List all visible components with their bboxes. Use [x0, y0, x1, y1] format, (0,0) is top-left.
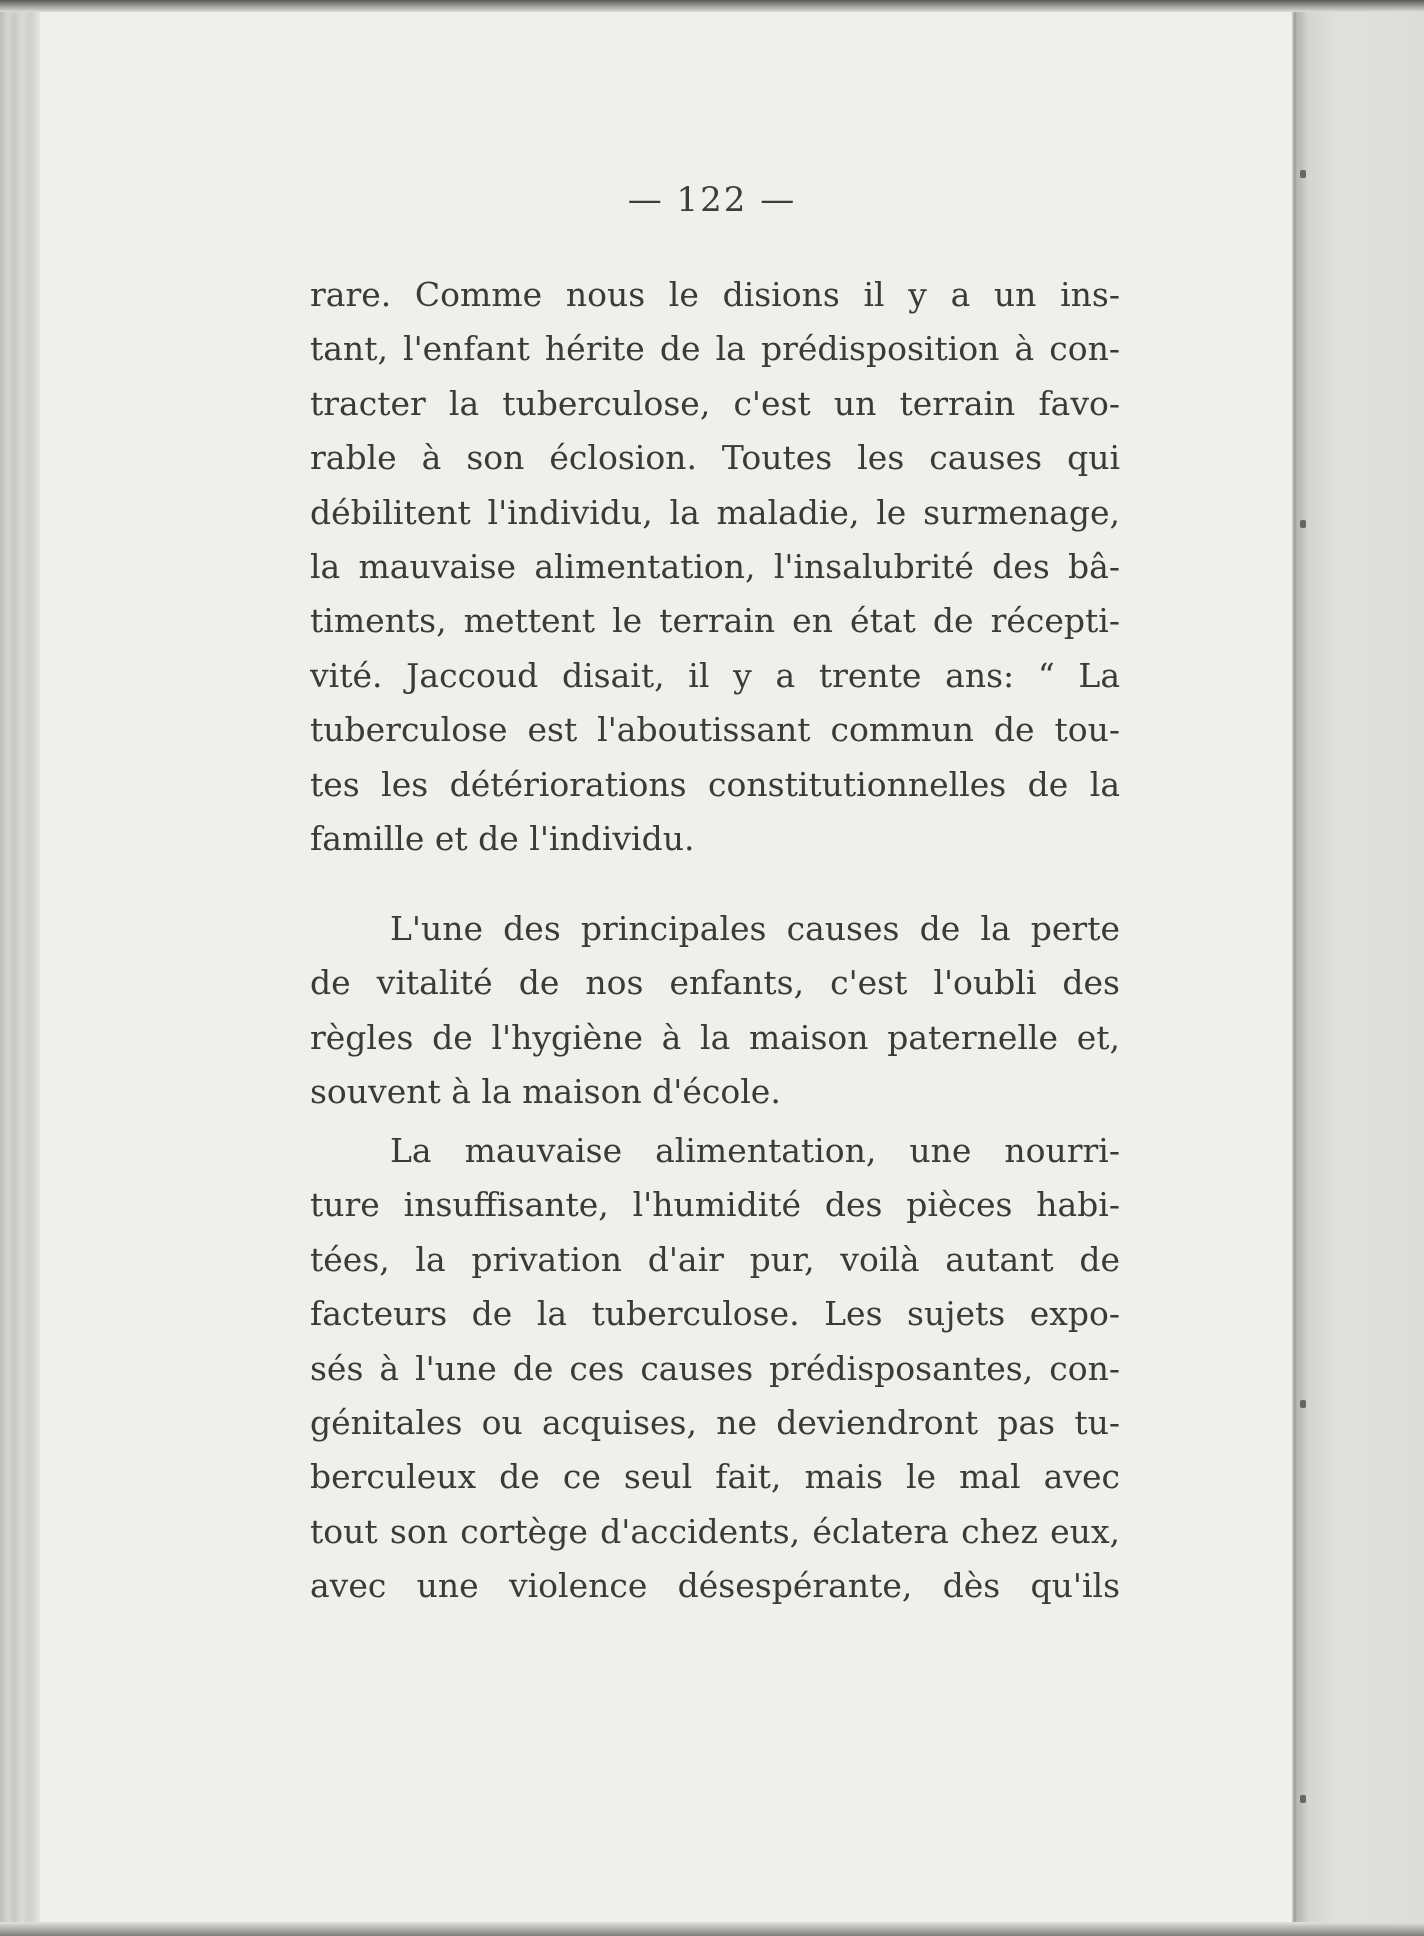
gutter-mark [1300, 1795, 1306, 1803]
paragraph [310, 268, 1120, 866]
text-line: famille et de l'individu. [310, 818, 695, 858]
text-line: facteurs de la tuberculose. Les sujets expo- [310, 1294, 1120, 1334]
text-line: berculeux de ce seul fait, mais le mal avec [310, 1457, 1120, 1497]
paragraph [310, 902, 1120, 1120]
text-line: règles de l'hygiène à la maison paternelle et, [310, 1017, 1120, 1057]
text-line: tracter la tuberculose, c'est un terrain favo- [310, 383, 1120, 423]
text-line: de vitalité de nos enfants, c'est l'oubli des [310, 963, 1120, 1003]
text-line: débilitent l'individu, la maladie, le surmenage, [310, 492, 1120, 532]
text-line: timents, mettent le terrain en état de récepti- [310, 601, 1120, 641]
text-line: ture insuffisante, l'humidité des pièces habi- [310, 1185, 1120, 1225]
text-line: La mauvaise alimentation, une nourri- [390, 1131, 1120, 1170]
text-line: génitales ou acquises, ne deviendront pas tu- [310, 1402, 1120, 1442]
text-line: souvent à la maison d'école. [310, 1072, 781, 1112]
gutter-mark [1300, 170, 1306, 178]
text-line: tes les détériorations constitutionnelles de la [310, 764, 1120, 804]
page-number: — 122 — [627, 180, 797, 220]
book-left-edge [0, 0, 40, 1936]
text-line: rare. Comme nous le disions il y a un ins- [310, 275, 1120, 314]
text-line: vité. Jaccoud disait, il y a trente ans: “ La [310, 655, 1120, 695]
text-line: avec une violence désespérante, dès qu'ils [310, 1566, 1120, 1606]
text-line: rable à son éclosion. Toutes les causes qui [310, 438, 1120, 478]
gutter-mark [1300, 1400, 1306, 1408]
paragraph [310, 1124, 1120, 1614]
gutter-mark [1300, 520, 1306, 528]
facing-page-edge [1298, 10, 1424, 1922]
text-line: L'une des principales causes de la perte [390, 909, 1120, 948]
scan-bottom-edge [0, 1922, 1424, 1936]
text-line: la mauvaise alimentation, l'insalubrité des bâ- [310, 546, 1120, 586]
text-line: tout son cortège d'accidents, éclatera chez eux, [310, 1511, 1120, 1551]
scan-top-edge [0, 0, 1424, 12]
text-line: tées, la privation d'air pur, voilà autant de [310, 1239, 1120, 1279]
text-line: sés à l'une de ces causes prédisposantes, con- [310, 1348, 1120, 1388]
text-line: tuberculose est l'aboutissant commun de tou- [310, 710, 1120, 750]
text-line: tant, l'enfant hérite de la prédisposition à con- [310, 329, 1120, 369]
